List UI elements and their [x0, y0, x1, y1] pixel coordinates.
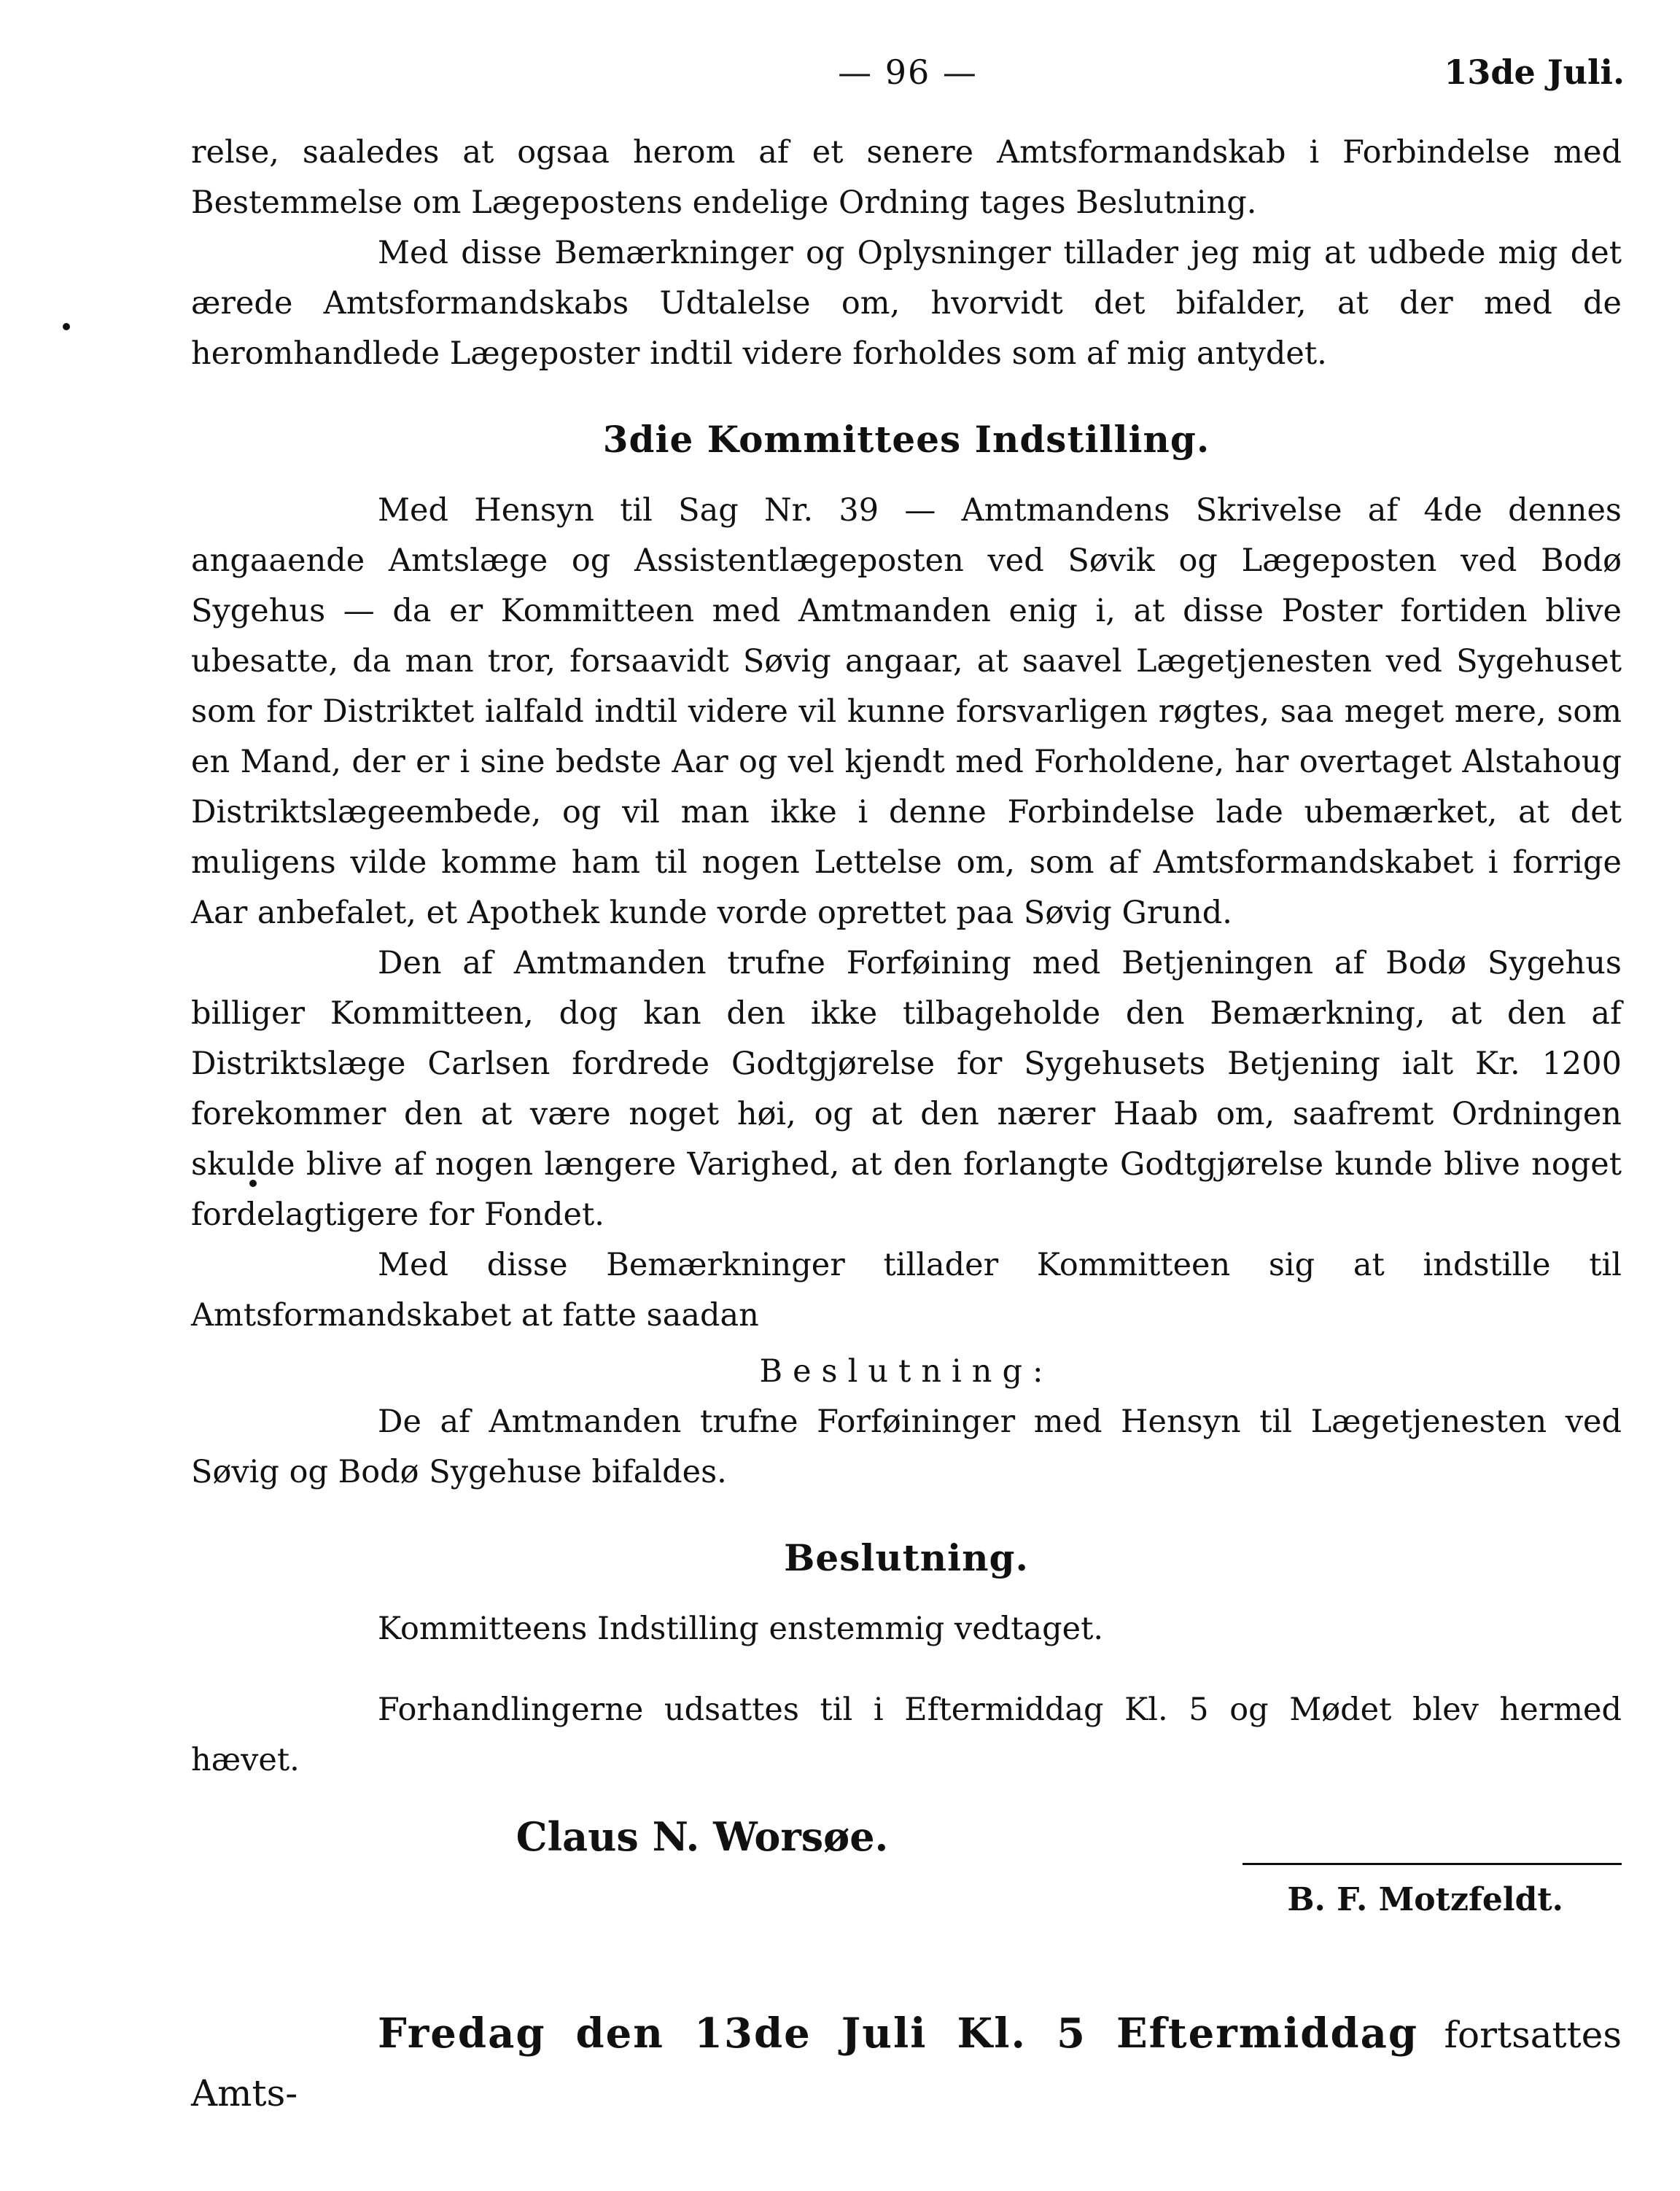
- paragraph: Med disse Bemærkninger og Oplysninger tillader jeg mig at udbede mig det ærede Amtsformandskabs Udtalelse om, hvorvidt det bifalder, at der med de heromhandlede Lægeposter indtil videre forholdes som af mig antydet.: [191, 235, 1622, 372]
- closing-line: [191, 2004, 1622, 2122]
- ink-speck: [63, 323, 70, 330]
- paragraph: Kommitteens Indstilling enstemmig vedtaget.: [378, 1611, 1104, 1647]
- section-heading: 3die Kommittees Indstilling.: [602, 418, 1210, 461]
- paragraph: relse, saaledes at ogsaa herom af et senere Amtsformandskab i Forbindelse med Bestemmelse om Lægepostens endelige Ordning tages Beslutning.: [191, 134, 1622, 221]
- closing-bold: Fredag den 13de Juli Kl. 5 Eftermiddag: [378, 2009, 1419, 2058]
- page-header: [191, 52, 1625, 104]
- paragraph: Med disse Bemærkninger tillader Kommitteen sig at indstille til Amtsformandskabet at fatte saadan: [191, 1247, 1622, 1334]
- signature-rule: [1242, 1863, 1622, 1865]
- document-body: [191, 128, 1622, 2122]
- paragraph: Forhandlingerne udsattes til i Eftermiddag Kl. 5 og Mødet blev hermed hævet.: [191, 1692, 1622, 1778]
- paragraph: Med Hensyn til Sag Nr. 39 — Amtmandens Skrivelse af 4de dennes angaaende Amtslæge og Assistentlægeposten ved Søvik og Lægeposten ved Bodø Sygehus — da er Kommitteen med Amtmanden enig i, at disse Poster fortiden blive ubesatte, da man tror, forsaavidt Søvig angaar, at saavel Lægetjenesten ved Sygehuset som for Distriktet ialfald indtil videre vil kunne forsvarligen røgtes, saa meget mere, som en Mand, der er i sine bedste Aar og vel kjendt med Forholdene, har overtaget Alstahoug Distriktslægeembede, og vil man ikke i denne Forbindelse lade ubemærket, at det muligens vilde komme ham til nogen Lettelse om, som af Amtsformandskabet i forrige Aar anbefalet, et Apothek kunde vorde oprettet paa Søvig Grund.: [191, 492, 1622, 931]
- page-number: — 96 —: [838, 52, 978, 92]
- paragraph: De af Amtmanden trufne Forføininger med Hensyn til Lægetjenesten ved Søvig og Bodø Sygehuse bifaldes.: [191, 1404, 1622, 1490]
- paragraph: Den af Amtmanden trufne Forføining med Betjeningen af Bodø Sygehus billiger Kommitteen, dog kan den ikke tilbageholde den Bemærkning, at den af Distriktslæge Carlsen fordrede Godtgjørelse for Sygehusets Betjening ialt Kr. 1200 forekommer den at være noget høi, og at den nærer Haab om, saafremt Ordningen skulde blive af nogen længere Varighed, at den forlangte Godtgjørelse kunde blive noget fordelagtigere for Fondet.: [191, 945, 1622, 1233]
- resolution-label: Beslutning:: [759, 1353, 1054, 1390]
- closing-rest: fortsattes Amts-: [191, 2014, 1622, 2114]
- dateline: 13de Juli.: [1444, 52, 1625, 92]
- signature-block: [191, 1812, 1622, 1950]
- chair-signature: Claus N. Worsøe.: [516, 1813, 889, 1860]
- section-heading: Beslutning.: [784, 1536, 1029, 1579]
- secretary-signature: B. F. Motzfeldt.: [1287, 1881, 1563, 1918]
